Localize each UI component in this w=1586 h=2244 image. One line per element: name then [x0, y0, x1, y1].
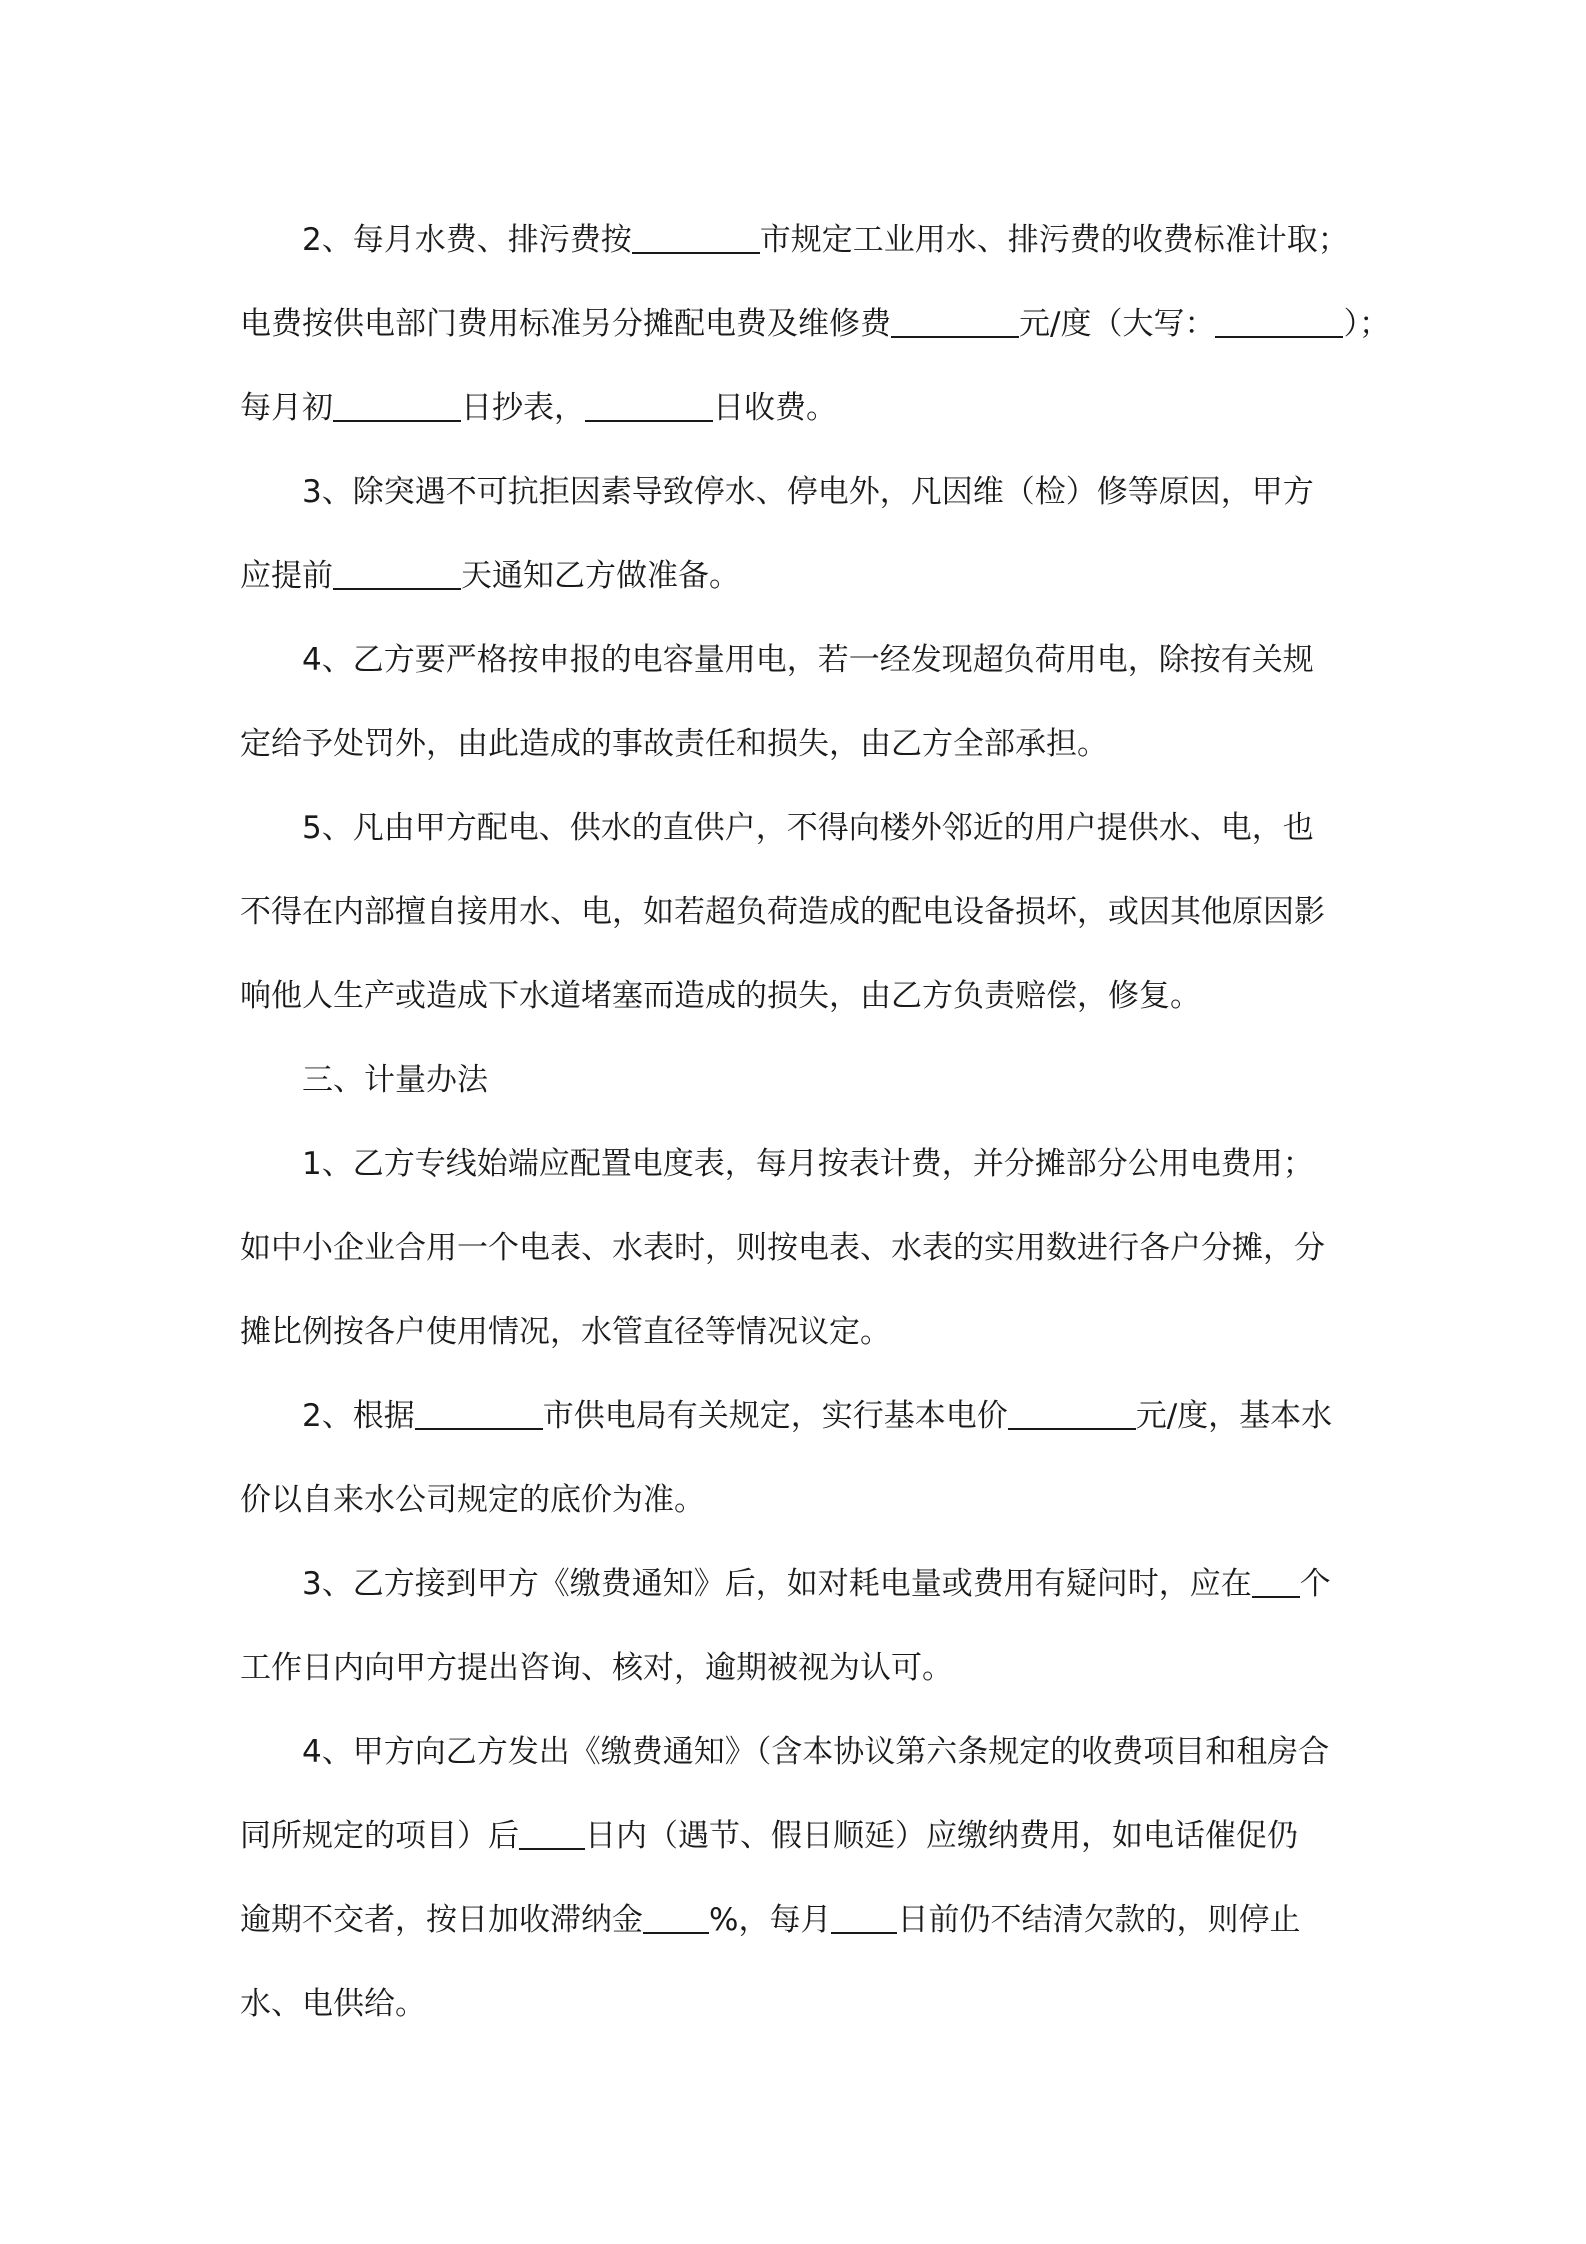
text: 每月初: [240, 390, 333, 426]
fill-blank: [333, 558, 461, 590]
fill-blank: [643, 1902, 709, 1934]
text: 4、甲方向乙方发出《缴费通知》（含本协议第六条规定的收费项目和租房合: [302, 1734, 1330, 1770]
fill-blank: [519, 1818, 585, 1850]
fill-blank: [831, 1902, 897, 1934]
clause-late-fee: [240, 1710, 1360, 2046]
text: 同所规定的项目）后: [240, 1818, 519, 1854]
section-heading: [240, 1038, 1360, 1122]
text: 市供电局有关规定，实行基本电价: [542, 1398, 1008, 1434]
text: 价以自来水公司规定的底价为准。: [240, 1482, 705, 1518]
clause-base-price: [240, 1374, 1360, 1542]
text: %，每月: [709, 1902, 832, 1938]
text: 3、除突遇不可抗拒因素导致停水、停电外，凡因维（检）修等原因，甲方: [302, 474, 1314, 510]
clause-outage-notice: [240, 450, 1360, 618]
text: 响他人生产或造成下水道堵塞而造成的损失，由乙方负责赔偿，修复。: [240, 978, 1201, 1014]
text: 日收费。: [713, 390, 837, 426]
text: 3、乙方接到甲方《缴费通知》后，如对耗电量或费用有疑问时，应在: [302, 1566, 1252, 1602]
fill-blank: [1215, 306, 1343, 338]
text: 元/度（大写：: [1019, 306, 1216, 342]
text: 个: [1299, 1566, 1331, 1602]
text: 日内（遇节、假日顺延）应缴纳费用，如电话催促仍: [585, 1818, 1298, 1854]
clause-meter: [240, 1122, 1360, 1374]
text: 日抄表，: [461, 390, 585, 426]
fill-blank: [1252, 1566, 1300, 1598]
text: 5、凡由甲方配电、供水的直供户，不得向楼外邻近的用户提供水、电，也: [302, 810, 1314, 846]
text: 摊比例按各户使用情况，水管直径等情况议定。: [240, 1314, 891, 1350]
fill-blank: [585, 390, 713, 422]
text: 2、根据: [302, 1398, 415, 1434]
text: ）；: [1343, 306, 1390, 342]
fill-blank: [891, 306, 1019, 338]
text: 水、电供给。: [240, 1986, 426, 2022]
document-page: [240, 198, 1390, 2046]
text: 4、乙方要严格按申报的电容量用电，若一经发现超负荷用电，除按有关规: [302, 642, 1314, 678]
text: 元/度，基本水: [1135, 1398, 1333, 1434]
text: 天通知乙方做准备。: [461, 558, 740, 594]
clause-fee-query: [240, 1542, 1360, 1710]
text: 不得在内部擅自接用水、电，如若超负荷造成的配电设备损坏，或因其他原因影: [240, 894, 1325, 930]
heading-text: 三、计量办法: [302, 1062, 488, 1098]
fill-blank: [415, 1398, 543, 1430]
clause-direct-supply: [240, 786, 1360, 1038]
text: 定给予处罚外，由此造成的事故责任和损失，由乙方全部承担。: [240, 726, 1108, 762]
text: 2、每月水费、排污费按: [302, 222, 632, 258]
fill-blank: [333, 390, 461, 422]
fill-blank: [1008, 1398, 1136, 1430]
text: 1、乙方专线始端应配置电度表，每月按表计费，并分摊部分公用电费用；: [302, 1146, 1314, 1182]
fill-blank: [632, 222, 760, 254]
text: 电费按供电部门费用标准另分摊配电费及维修费: [240, 306, 891, 342]
clause-overload: [240, 618, 1360, 786]
text: 如中小企业合用一个电表、水表时，则按电表、水表的实用数进行各户分摊，分: [240, 1230, 1325, 1266]
text: 日前仍不结清欠款的，则停止: [897, 1902, 1301, 1938]
clause-water-fee: [240, 198, 1390, 450]
text: 应提前: [240, 558, 333, 594]
text: 工作日内向甲方提出咨询、核对，逾期被视为认可。: [240, 1650, 953, 1686]
text: 逾期不交者，按日加收滞纳金: [240, 1902, 643, 1938]
text: 市规定工业用水、排污费的收费标准计取；: [759, 222, 1349, 258]
